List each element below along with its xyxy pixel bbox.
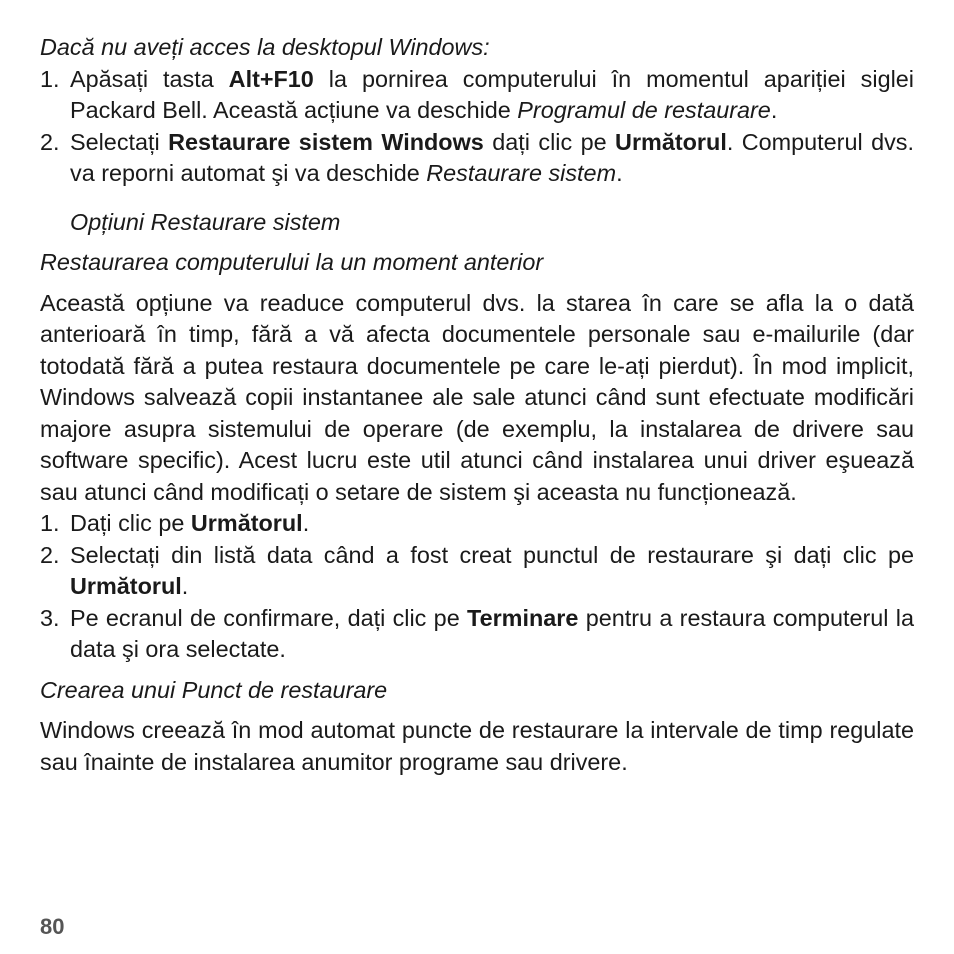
list-number: 2. — [40, 541, 60, 568]
item-text: Pe ecranul de confirmare, dați clic pe — [70, 604, 468, 631]
item-text: . — [302, 510, 310, 536]
list2-item-1 — [40, 508, 914, 540]
program-name: Restaurare sistem — [426, 160, 617, 186]
item-text: Selectați din listă data când a fost creat punctul de restaurare şi dați clic pe — [70, 541, 914, 568]
button-name: Următorul — [190, 510, 303, 536]
item-text: . — [616, 160, 623, 186]
list-number: 3. — [40, 604, 60, 631]
item-text: Apăsați tasta — [70, 65, 229, 92]
button-name: Următorul — [70, 573, 182, 599]
item-text: . — [770, 97, 778, 123]
list1-item-2 — [40, 127, 914, 190]
program-name: Programul de restaurare — [517, 97, 771, 123]
item-text: pentru a restaura computerul la data şi ora selectate. — [70, 604, 914, 662]
restore-paragraph: Această opțiune va readuce computerul dvs. la starea în care se afla la o dată anterioară în timp, fără a vă afecta documentele personale sau e-mailurile (dar totodată fără a putea restaura documentele pe care le-ați pierdut). În mod implicit, Windows salvează copii instantanee ale sale atunci când sunt efectuate modificări majore asupra sistemului de operare (de exemplu, la instalarea de drivere sau software specific). Acest lucru este util atunci când instalarea unui driver eşuează sau atunci când modificați o setare de sistem şi aceasta nu funcționează. — [40, 289, 914, 505]
item-text: dați clic pe — [483, 128, 616, 155]
manual-page — [40, 32, 914, 778]
intro-heading: Dacă nu aveți acces la desktopul Windows: — [40, 34, 490, 60]
button-name: Terminare — [467, 604, 579, 631]
key-combo: Alt+F10 — [228, 65, 314, 92]
create-paragraph: Windows creează în mod automat puncte de restaurare la intervale de timp regulate sau înainte de instalarea anumitor programe sau drivere. — [40, 717, 914, 775]
item-text: Selectați — [70, 128, 169, 155]
list2-item-3 — [40, 603, 914, 666]
list-number: 2. — [40, 128, 60, 155]
item-text: Dați clic pe — [70, 510, 191, 536]
list2-item-2 — [40, 540, 914, 603]
list-number: 1. — [40, 65, 60, 92]
list-number: 1. — [40, 510, 60, 536]
list1-item-1 — [40, 64, 914, 127]
page-number: 80 — [40, 914, 65, 939]
option-name: Restaurare sistem Windows — [168, 128, 484, 155]
item-text: . — [181, 573, 189, 599]
button-name: Următorul — [615, 128, 727, 155]
item-text: la pornirea computerului în momentul apariției siglei Packard Bell. Această acțiune va deschide — [70, 65, 914, 123]
item-text: . Computerul dvs. va reporni automat şi va deschide — [70, 128, 914, 186]
options-heading: Opțiuni Restaurare sistem — [70, 208, 341, 235]
create-heading: Crearea unui Punct de restaurare — [40, 676, 388, 703]
restore-heading: Restaurarea computerului la un moment anterior — [40, 249, 544, 275]
